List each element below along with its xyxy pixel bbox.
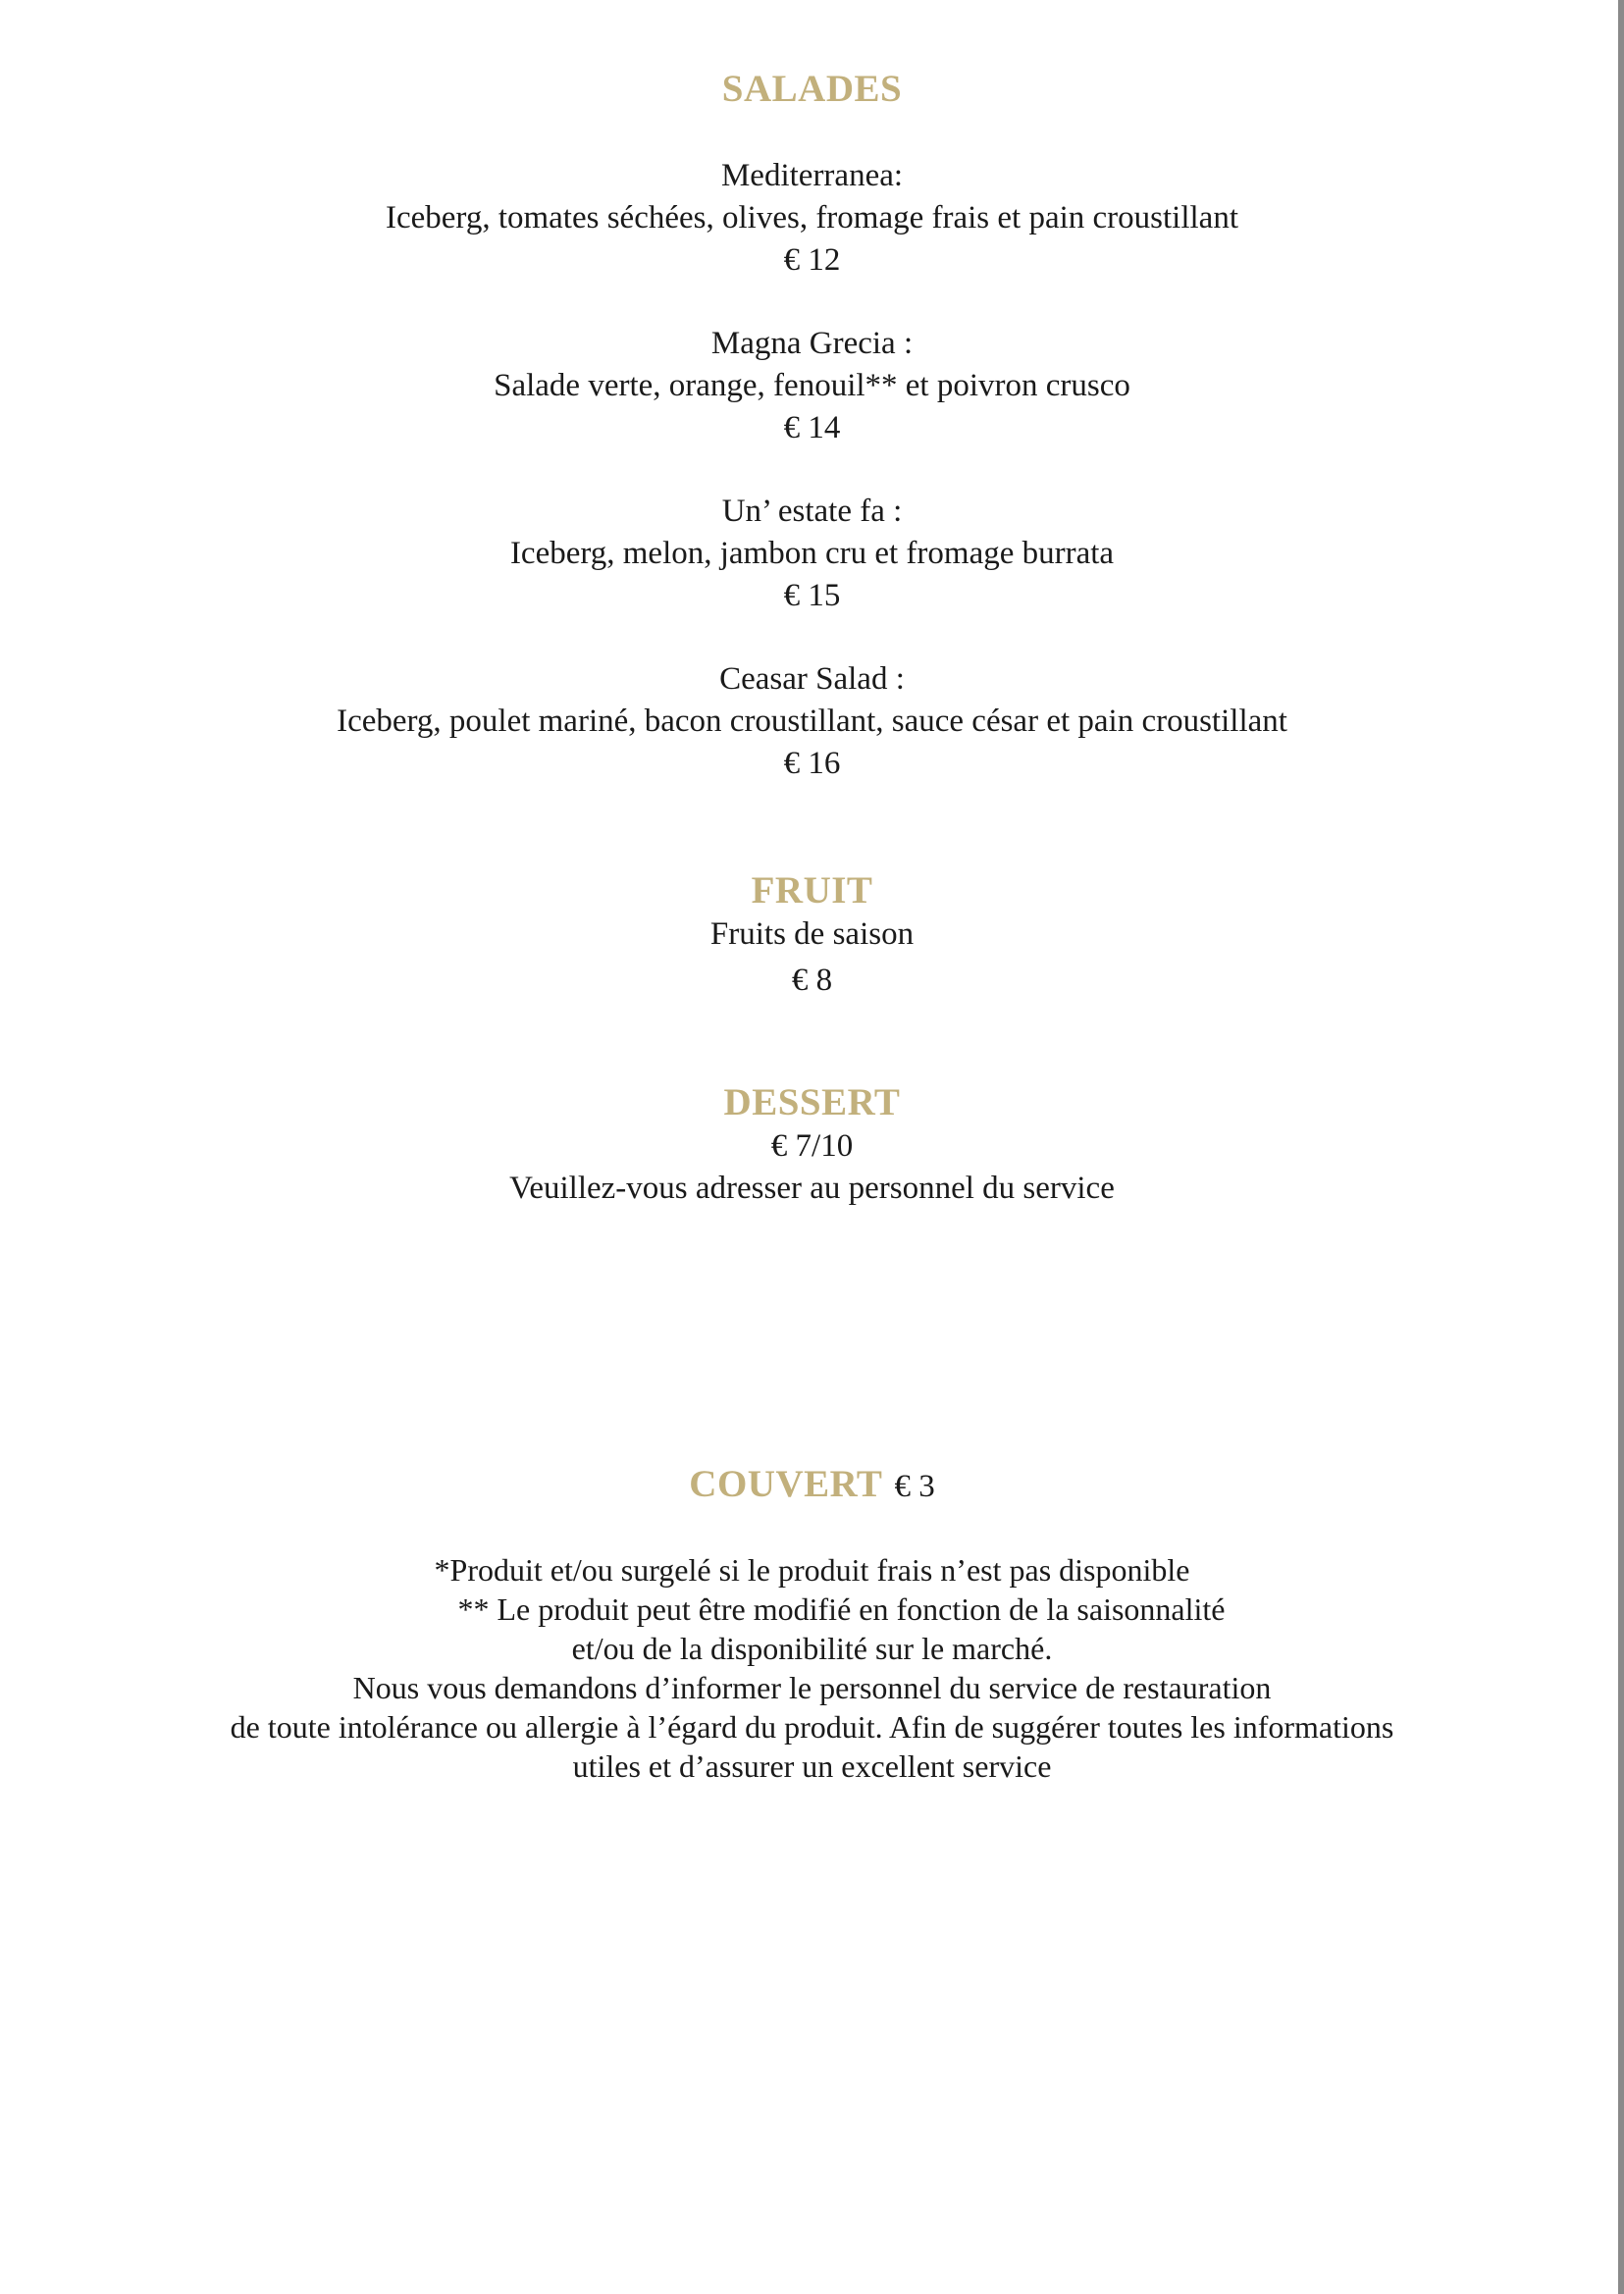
- dessert-heading: DESSERT: [723, 1081, 901, 1123]
- item-description: Salade verte, orange, fenouil** et poivron crusco: [494, 368, 1130, 403]
- dessert-section: [0, 1080, 1624, 1210]
- item-name: Mediterranea:: [720, 158, 904, 193]
- item-description: Iceberg, melon, jambon cru et fromage burrata: [509, 536, 1115, 571]
- item-description: Iceberg, poulet mariné, bacon croustillant, sauce césar et pain croustillant: [337, 704, 1287, 739]
- fruit-section: [0, 868, 1624, 1002]
- note-line: de toute intolérance ou allergie à l’égard du produit. Afin de suggérer toutes les informations: [230, 1709, 1394, 1745]
- note-line: *Produit et/ou surgelé si le produit frais n’est pas disponible: [434, 1552, 1190, 1588]
- couvert-heading: COUVERT: [689, 1463, 883, 1505]
- note-line: et/ou de la disponibilité sur le marché.: [571, 1631, 1053, 1666]
- note-line: Nous vous demandons d’informer le personnel du service de restauration: [352, 1670, 1272, 1705]
- note-line: utiles et d’assurer un excellent service: [572, 1748, 1052, 1784]
- item-price: € 12: [783, 242, 841, 278]
- couvert-price: € 3: [894, 1469, 935, 1504]
- note-line: ** Le produit peut être modifié en fonction de la saisonnalité: [457, 1591, 1226, 1627]
- salades-heading: SALADES: [721, 68, 903, 110]
- couvert-section: [0, 1462, 1624, 1509]
- fruit-description: Fruits de saison: [709, 916, 915, 952]
- notes-section: [0, 1550, 1624, 1786]
- item-price: € 16: [783, 746, 841, 781]
- menu-item: [0, 323, 1624, 449]
- dessert-price: € 7/10: [770, 1128, 854, 1164]
- dessert-description: Veuillez-vous adresser au personnel du service: [509, 1171, 1115, 1206]
- menu-item: [0, 155, 1624, 282]
- fruit-heading: FRUIT: [751, 869, 873, 912]
- item-description: Iceberg, tomates séchées, olives, fromage frais et pain croustillant: [386, 200, 1238, 235]
- item-name: Magna Grecia :: [710, 326, 914, 361]
- item-name: Un’ estate fa :: [721, 494, 903, 529]
- menu-item: [0, 491, 1624, 617]
- item-price: € 15: [783, 578, 841, 613]
- menu-item: [0, 658, 1624, 785]
- fruit-price: € 8: [791, 963, 833, 998]
- item-price: € 14: [783, 410, 841, 445]
- item-name: Ceasar Salad :: [719, 661, 905, 697]
